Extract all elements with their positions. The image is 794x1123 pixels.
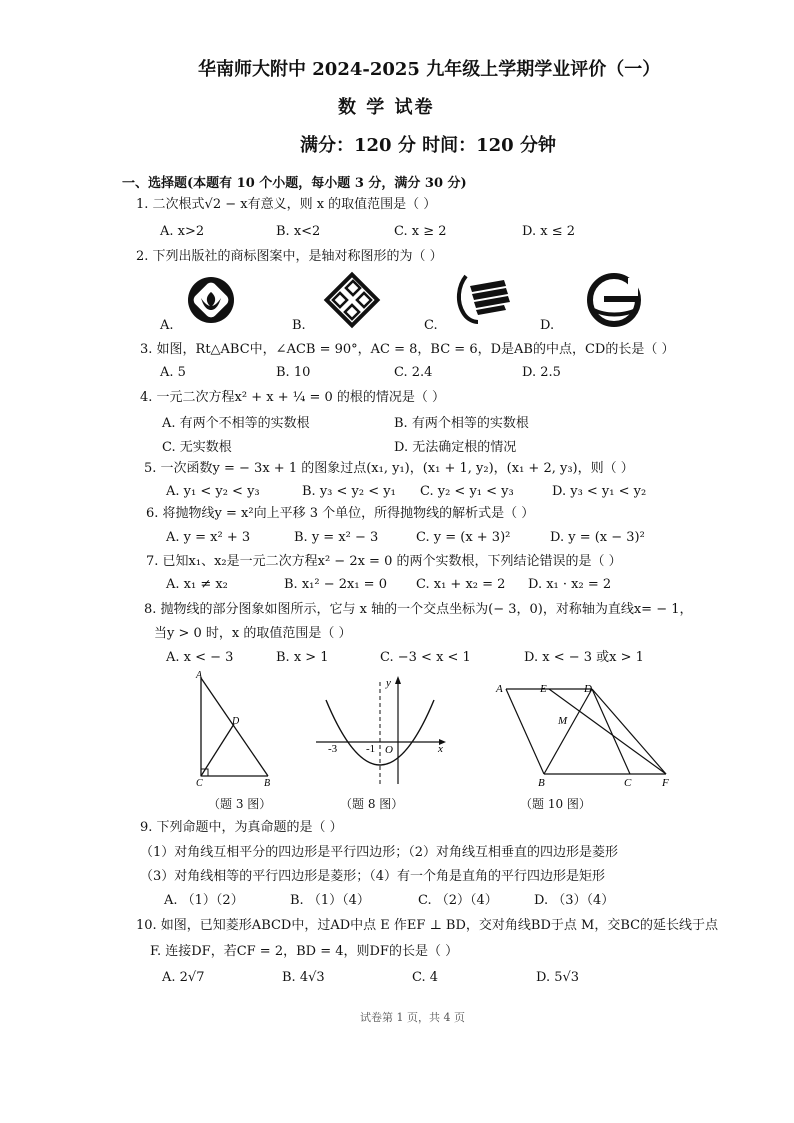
q6-option-b: B. y = x² − 3 [294, 530, 379, 545]
fig10-label-a: A [496, 683, 503, 695]
logo-b-icon [322, 270, 382, 330]
q2-option-d: D. [540, 318, 555, 333]
exam-info: 满分：120 分 时间：120 分钟 [300, 135, 556, 156]
q7-stem: 7. 已知x₁、x₂是一元二次方程x² − 2x = 0 的两个实数根，下列结论错误的是（ ） [146, 554, 622, 569]
q6-option-a: A. y = x² + 3 [166, 530, 251, 545]
figure-8-caption: （题 8 图） [340, 797, 404, 811]
q8-stem-line1: 8. 抛物线的部分图象如图所示，它与 x 轴的一个交点坐标为(− 3，0)，对称轴为直线x= − 1， [144, 602, 693, 617]
q4-option-d: D. 无法确定根的情况 [394, 440, 517, 455]
q4-option-c: C. 无实数根 [162, 440, 232, 455]
q8-option-b: B. x > 1 [276, 650, 329, 665]
q1-stem: 1. 二次根式√2 − x有意义，则 x 的取值范围是（ ） [136, 197, 437, 212]
fig3-label-c: C [196, 778, 203, 789]
q4-option-a: A. 有两个不相等的实数根 [162, 416, 310, 431]
section-heading: 一、选择题(本题有 10 个小题，每小题 3 分，满分 30 分) [122, 176, 467, 191]
fig8-label-m1: -1 [366, 743, 376, 755]
q3-option-a: A. 5 [160, 365, 186, 380]
q3-stem: 3. 如图，Rt△ABC中，∠ACB = 90°，AC = 8，BC = 6，D是AB的中点，CD的长是（ ） [140, 342, 675, 357]
fig10-label-m: M [558, 715, 568, 727]
q1-option-b: B. x<2 [276, 224, 321, 239]
q3-option-d: D. 2.5 [522, 365, 561, 380]
exam-title: 华南师大附中 2024-2025 九年级上学期学业评价（一） [198, 59, 661, 80]
q7-option-b: B. x₁² − 2x₁ = 0 [284, 577, 387, 592]
q4-stem: 4. 一元二次方程x² + x + ¼ = 0 的根的情况是（ ） [140, 390, 446, 405]
q7-option-d: D. x₁ · x₂ = 2 [528, 577, 612, 592]
q2-stem: 2. 下列出版社的商标图案中，是轴对称图形的为（ ） [136, 249, 443, 264]
q7-option-a: A. x₁ ≠ x₂ [166, 577, 228, 592]
q8-option-c: C. −3 < x < 1 [380, 650, 471, 665]
figure-3-caption: （题 3 图） [208, 797, 272, 811]
q8-stem-line2: 当y > 0 时，x 的取值范围是（ ） [154, 626, 352, 641]
q4-option-b: B. 有两个相等的实数根 [394, 416, 529, 431]
q5-option-c: C. y₂ < y₁ < y₃ [420, 484, 514, 499]
fig8-label-m3: -3 [328, 743, 338, 755]
fig3-label-d: D [232, 716, 240, 727]
logo-d-icon [584, 272, 644, 328]
q5-option-d: D. y₃ < y₁ < y₂ [552, 484, 647, 499]
q6-option-c: C. y = (x + 3)² [416, 530, 511, 545]
q9-option-a: A. （1）（2） [164, 893, 244, 908]
q1-option-a: A. x>2 [160, 224, 205, 239]
q10-option-d: D. 5√3 [536, 970, 580, 985]
fig8-origin-label: O [385, 744, 393, 756]
q1-option-c: C. x ≥ 2 [394, 224, 447, 239]
q10-stem-line2: F. 连接DF，若CF = 2，BD = 4，则DF的长是（ ） [150, 944, 459, 959]
q5-stem: 5. 一次函数y = − 3x + 1 的图象过点(x₁, y₁)，(x₁ + 1, y₂)，(x₁ + 2, y₃)，则（ ） [144, 461, 634, 476]
logo-a-icon [186, 270, 236, 330]
fig10-label-b: B [538, 777, 545, 789]
q7-option-c: C. x₁ + x₂ = 2 [416, 577, 506, 592]
q9-option-c: C. （2）（4） [418, 893, 498, 908]
q10-option-a: A. 2√7 [162, 970, 205, 985]
fig3-label-b: B [264, 778, 271, 789]
fig8-x-label: x [438, 743, 443, 755]
q2-option-b: B. [292, 318, 306, 333]
fig10-label-f: F [662, 777, 669, 789]
fig10-label-d: D [584, 683, 592, 695]
fig10-label-c: C [624, 777, 632, 789]
fig8-y-label: y [386, 677, 391, 689]
page-footer: 试卷第 1 页，共 4 页 [360, 1011, 465, 1024]
q9-option-d: D. （3）（4） [534, 893, 615, 908]
q9-option-b: B. （1）（4） [290, 893, 370, 908]
q8-option-a: A. x < − 3 [166, 650, 234, 665]
figure-10 [494, 680, 680, 790]
logo-c-icon [452, 272, 512, 328]
q8-option-d: D. x < − 3 或x > 1 [524, 650, 644, 665]
q5-option-b: B. y₃ < y₂ < y₁ [302, 484, 396, 499]
q6-option-d: D. y = (x − 3)² [550, 530, 645, 545]
q10-option-c: C. 4 [412, 970, 439, 985]
q1-option-d: D. x ≤ 2 [522, 224, 575, 239]
q3-option-b: B. 10 [276, 365, 311, 380]
figure-8 [312, 672, 452, 790]
q6-stem: 6. 将抛物线y = x²向上平移 3 个单位，所得抛物线的解析式是（ ） [146, 506, 535, 521]
q10-stem-line1: 10. 如图，已知菱形ABCD中，过AD中点 E 作EF ⊥ BD，交对角线BD于点 M，交BC的延长线于点 [136, 918, 719, 933]
q2-option-a: A. [160, 318, 174, 333]
q3-option-c: C. 2.4 [394, 365, 433, 380]
figure-10-caption: （题 10 图） [520, 797, 591, 811]
q2-option-c: C. [424, 318, 438, 333]
q9-statement-line1: （1）对角线互相平分的四边形是平行四边形；（2）对角线互相垂直的四边形是菱形 [140, 845, 619, 860]
fig3-label-a: A [196, 670, 203, 681]
figure-3 [190, 670, 280, 790]
q5-option-a: A. y₁ < y₂ < y₃ [166, 484, 260, 499]
fig10-label-e: E [540, 683, 547, 695]
exam-subject: 数 学 试卷 [338, 97, 435, 118]
q9-stem: 9. 下列命题中，为真命题的是（ ） [140, 820, 343, 835]
q10-option-b: B. 4√3 [282, 970, 325, 985]
q9-statement-line2: （3）对角线相等的平行四边形是菱形；（4）有一个角是直角的平行四边形是矩形 [140, 869, 606, 884]
